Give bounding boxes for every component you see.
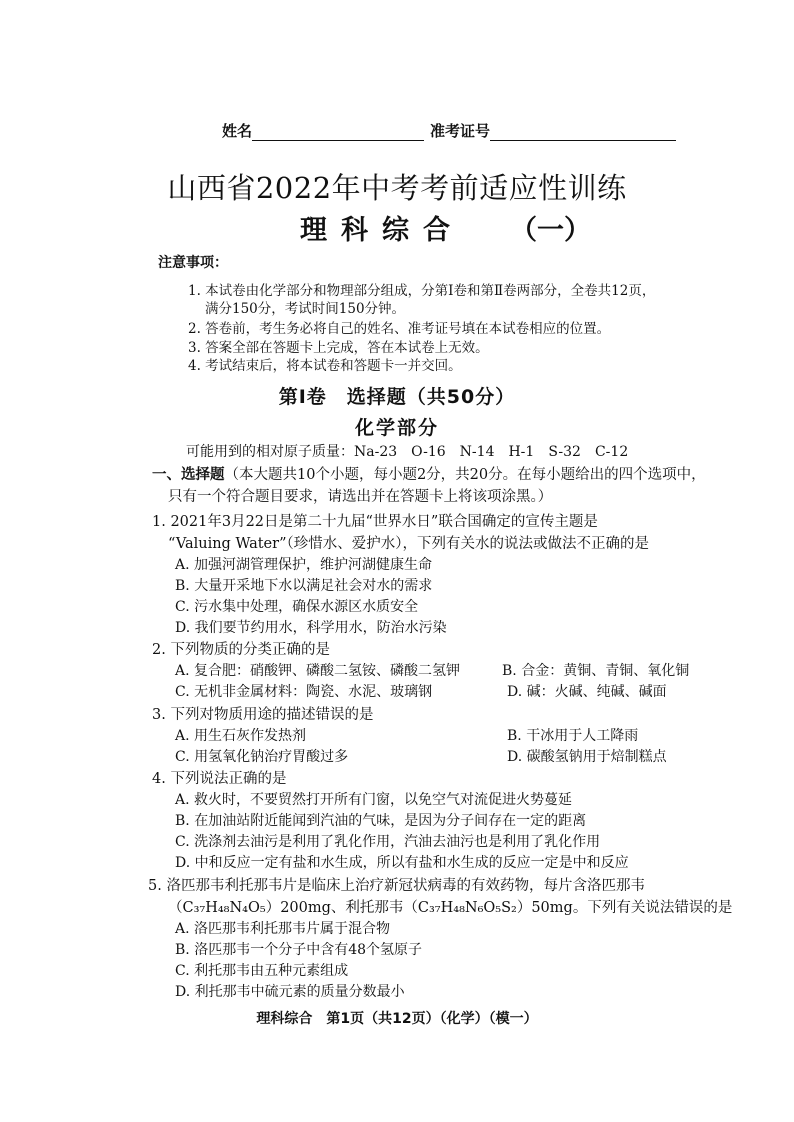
question-option: A. 救火时，不要贸然打开所有门窗，以免空气对流促进火势蔓延 xyxy=(175,792,573,808)
question-stem: 1. 2021年3月22日是第二十九届“世界水日”联合国确定的宣传主题是 xyxy=(152,514,598,530)
question-option: D. 碱：火碱、纯碱、碱面 xyxy=(507,684,667,700)
question-option: D. 我们要节约用水，科学用水，防治水污染 xyxy=(175,620,447,636)
section1-heading xyxy=(152,463,706,484)
ticket-blank xyxy=(490,124,676,141)
question-stem: 4. 下列说法正确的是 xyxy=(152,771,287,787)
name-label: 姓名 xyxy=(222,122,253,140)
candidate-info-row xyxy=(222,120,676,141)
question-option: A. 洛匹那韦利托那韦片属于混合物 xyxy=(175,921,391,937)
question-option: D. 碳酸氢钠用于焙制糕点 xyxy=(507,749,667,765)
question-option: B. 洛匹那韦一个分子中含有48个氢原子 xyxy=(175,942,423,958)
section1-text: （本大题共10个小题，每小题2分，共20分。在每小题给出的四个选项中， xyxy=(224,467,706,483)
question-stem: “Valuing Water”（珍惜水、爱护水），下列有关水的说法或做法不正确的是 xyxy=(168,536,649,552)
notice-item: 1. 本试卷由化学部分和物理部分组成，分第Ⅰ卷和第Ⅱ卷两部分，全卷共12页， xyxy=(188,283,656,299)
exam-subtitle: 理科综合 xyxy=(300,215,464,246)
question-option: B. 干冰用于人工降雨 xyxy=(507,728,639,744)
page-footer: 理科综合 第1页（共12页）（化学）（模一） xyxy=(256,1011,538,1027)
exam-subtitle-number: （一） xyxy=(510,215,591,246)
question-option: D. 利托那韦中硫元素的质量分数最小 xyxy=(175,984,405,1000)
question-option: A. 加强河湖管理保护，维护河湖健康生命 xyxy=(175,557,433,573)
notice-item: 满分150分，考试时间150分钟。 xyxy=(205,301,406,317)
notice-item: 2. 答卷前，考生务必将自己的姓名、准考证号填在本试卷相应的位置。 xyxy=(188,321,611,337)
atomic-masses: 可能用到的相对原子质量：Na-23 O-16 N-14 H-1 S-32 C-12 xyxy=(186,444,629,460)
section-title: 化学部分 xyxy=(354,417,439,439)
part-title: 第Ⅰ卷 选择题（共50分） xyxy=(278,386,516,408)
notice-item: 3. 答案全部在答题卡上完成，答在本试卷上无效。 xyxy=(188,340,489,356)
notice-item: 4. 考试结束后，将本试卷和答题卡一并交回。 xyxy=(188,358,462,374)
section1-label: 一、选择题 xyxy=(152,466,225,483)
question-option: B. 大量开采地下水以满足社会对水的需求 xyxy=(175,578,433,594)
question-option: C. 污水集中处理，确保水源区水质安全 xyxy=(175,599,419,615)
question-option: C. 无机非金属材料：陶瓷、水泥、玻璃钢 xyxy=(175,684,433,700)
section1-text-cont: 只有一个符合题目要求，请选出并在答题卡上将该项涂黑。） xyxy=(168,489,553,505)
question-option: C. 用氢氧化钠治疗胃酸过多 xyxy=(175,749,349,765)
question-option: B. 合金：黄铜、青铜、氧化铜 xyxy=(502,663,690,679)
notice-title: 注意事项： xyxy=(158,255,228,271)
question-stem: 2. 下列物质的分类正确的是 xyxy=(152,642,330,658)
question-option: C. 洗涤剂去油污是利用了乳化作用，汽油去油污也是利用了乳化作用 xyxy=(175,834,601,850)
question-stem: （C₃₇H₄₈N₄O₅）200mg、利托那韦（C₃₇H₄₈N₆O₅S₂）50mg。下列有关说法错误的是 xyxy=(168,900,733,916)
ticket-label: 准考证号 xyxy=(430,122,491,140)
question-stem: 3. 下列对物质用途的描述错误的是 xyxy=(152,707,374,723)
exam-title: 山西省2022年中考考前适应性训练 xyxy=(167,171,627,205)
question-option: A. 复合肥：硝酸钾、磷酸二氢铵、磷酸二氢钾 xyxy=(175,663,461,679)
question-stem: 5. 洛匹那韦利托那韦片是临床上治疗新冠状病毒的有效药物，每片含洛匹那韦 xyxy=(148,878,645,894)
name-blank xyxy=(252,124,424,141)
question-option: B. 在加油站附近能闻到汽油的气味，是因为分子间存在一定的距离 xyxy=(175,813,587,829)
question-option: A. 用生石灰作发热剂 xyxy=(175,728,307,744)
question-option: D. 中和反应一定有盐和水生成，所以有盐和水生成的反应一定是中和反应 xyxy=(175,855,629,871)
question-option: C. 利托那韦由五种元素组成 xyxy=(175,963,349,979)
